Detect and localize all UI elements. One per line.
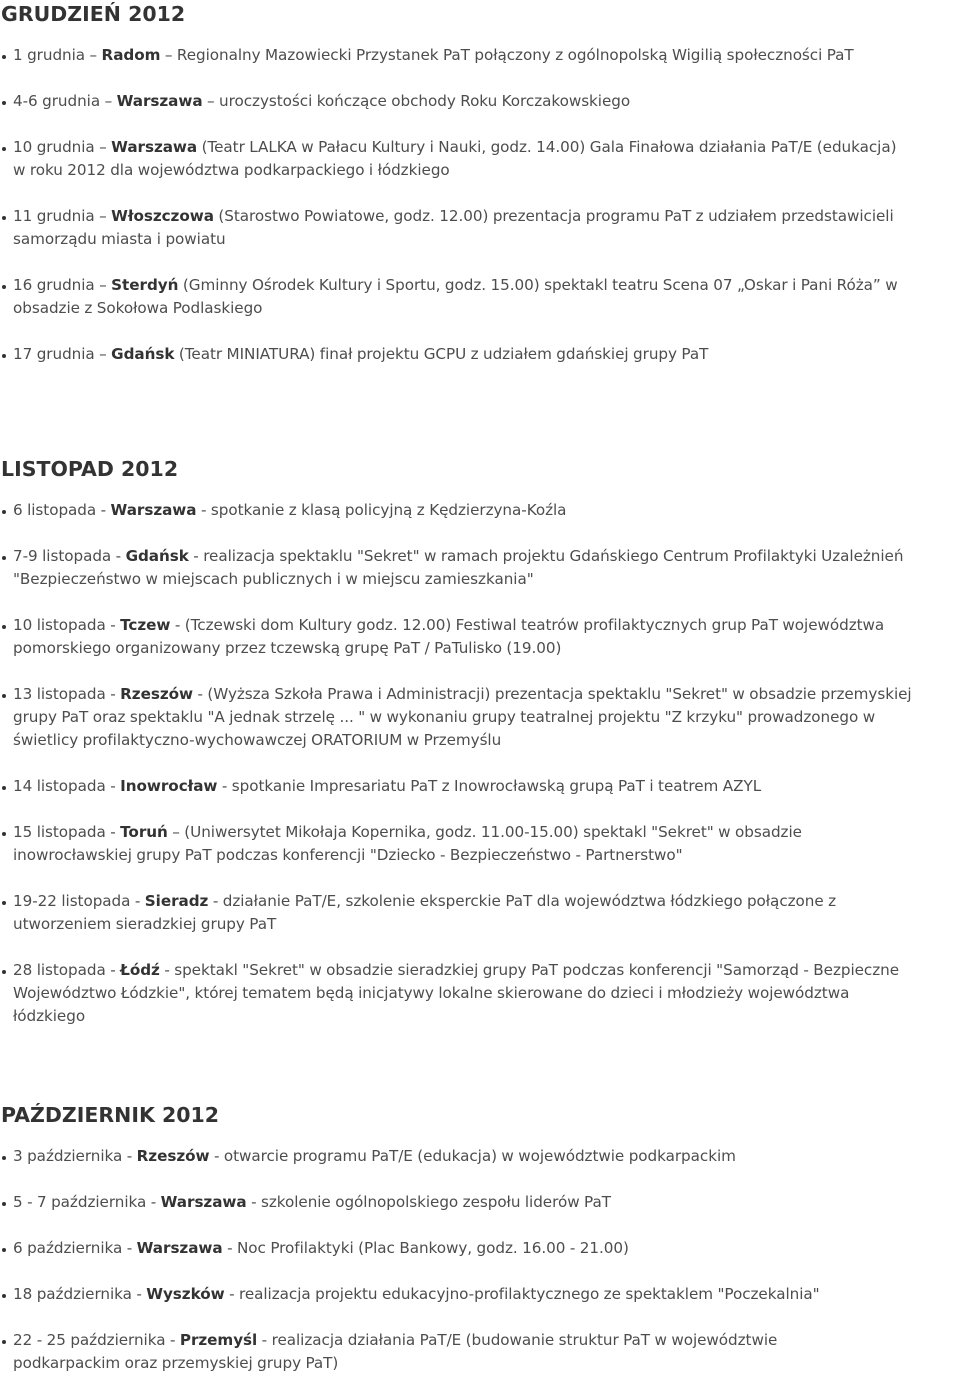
event-line: [13, 821, 912, 844]
event-text: inowrocławskiej grupy PaT podczas konferencji "Dziecko - Bezpieczeństwo - Partnerstwo": [13, 846, 683, 864]
event-text: grupy PaT oraz spektaklu "A jednak strzelę ... " w wykonaniu grupy teatralnej projektu "Z krzyku" prowadzonego w: [13, 708, 876, 726]
event-line: [13, 1329, 820, 1352]
event-city: Tczew: [120, 616, 171, 634]
event-text: - realizacja działania PaT/E (budowanie struktur PaT w województwie: [257, 1331, 778, 1349]
event-city: Warszawa: [160, 1193, 247, 1211]
event-text: 28 listopada -: [13, 961, 121, 979]
event-city: Warszawa: [116, 92, 203, 110]
event-line: [13, 136, 898, 159]
event-line: [13, 1283, 820, 1306]
event-city: Przemyśl: [179, 1331, 258, 1349]
event-text: pomorskiego organizowany przez tczewską grupę PaT / PaTulisko (19.00): [13, 639, 562, 657]
event-city: Warszawa: [110, 501, 197, 519]
event-text: 14 listopada -: [13, 777, 121, 795]
event-text: (Teatr MINIATURA) finał projektu GCPU z udziałem gdańskiej grupy PaT: [174, 345, 709, 363]
event-text: świetlicy profilaktyczno-wychowawczej ORATORIUM w Przemyślu: [13, 731, 502, 749]
event-text: utworzeniem sieradzkiej grupy PaT: [13, 915, 277, 933]
event-line: [13, 205, 898, 228]
event-line: [13, 913, 912, 936]
event-text: – uroczystości kończące obchody Roku Korczakowskiego: [202, 92, 631, 110]
event-line: [13, 637, 912, 660]
event-text: - spotkanie z klasą policyjną z Kędzierzyna-Koźla: [196, 501, 567, 519]
event-item: [0, 545, 912, 591]
event-item: [0, 274, 898, 320]
event-line: [13, 274, 898, 297]
event-line: [13, 228, 898, 251]
event-text: 5 - 7 października -: [13, 1193, 161, 1211]
event-item: [0, 1145, 820, 1168]
event-line: [13, 890, 912, 913]
event-text: 10 grudnia –: [13, 138, 112, 156]
event-text: 11 grudnia –: [13, 207, 112, 225]
event-item: [0, 1191, 820, 1214]
section-heading-listopad: LISTOPAD 2012: [1, 457, 179, 481]
event-item: [0, 1237, 820, 1260]
event-city: Łódź: [120, 961, 160, 979]
event-text: 4-6 grudnia –: [13, 92, 117, 110]
event-text: - (Tczewski dom Kultury godz. 12.00) Festiwal teatrów profilaktycznych grup PaT województwa: [170, 616, 885, 634]
event-line: [13, 775, 912, 798]
event-list-grudzien: [0, 44, 898, 366]
event-text: 1 grudnia –: [13, 46, 102, 64]
event-city: Gdańsk: [125, 547, 189, 565]
event-text: obsadzie z Sokołowa Podlaskiego: [13, 299, 263, 317]
event-city: Toruń: [120, 823, 168, 841]
event-text: - otwarcie programu PaT/E (edukacja) w województwie podkarpackim: [209, 1147, 736, 1165]
event-line: [13, 844, 912, 867]
event-line: [13, 614, 912, 637]
event-city: Sterdyń: [111, 276, 179, 294]
event-text: - realizacja projektu edukacyjno-profilaktycznego ze spektaklem "Poczekalnia": [224, 1285, 820, 1303]
event-line: [13, 729, 912, 752]
event-item: [0, 44, 898, 67]
event-city: Rzeszów: [136, 1147, 210, 1165]
event-text: "Bezpieczeństwo w miejscach publicznych i w miejscu zamieszkania": [13, 570, 534, 588]
event-item: [0, 343, 898, 366]
event-line: [13, 499, 912, 522]
event-item: [0, 683, 912, 752]
event-item: [0, 959, 912, 1028]
event-text: 6 listopada -: [13, 501, 111, 519]
event-item: [0, 890, 912, 936]
event-text: - (Wyższa Szkoła Prawa i Administracji) prezentacja spektaklu "Sekret" w obsadzie przemyskiej: [192, 685, 912, 703]
event-item: [0, 1283, 820, 1306]
event-line: [13, 706, 912, 729]
event-line: [13, 959, 912, 982]
event-text: (Starostwo Powiatowe, godz. 12.00) prezentacja programu PaT z udziałem przedstawicieli: [213, 207, 894, 225]
event-text: 7-9 listopada -: [13, 547, 126, 565]
event-line: [13, 343, 898, 366]
section-heading-pazdziernik: PAŹDZIERNIK 2012: [1, 1103, 220, 1127]
event-text: 22 - 25 października -: [13, 1331, 180, 1349]
event-list-pazdziernik: [0, 1145, 820, 1375]
event-line: [13, 159, 898, 182]
event-line: [13, 1145, 820, 1168]
event-line: [13, 545, 912, 568]
event-text: - spotkanie Impresariatu PaT z Inowrocławską grupą PaT i teatrem AZYL: [217, 777, 762, 795]
event-item: [0, 1329, 820, 1375]
event-city: Warszawa: [111, 138, 198, 156]
event-text: 18 października -: [13, 1285, 147, 1303]
event-line: [13, 568, 912, 591]
event-text: 16 grudnia –: [13, 276, 112, 294]
event-text: 3 października -: [13, 1147, 137, 1165]
event-text: - spektakl "Sekret" w obsadzie sieradzkiej grupy PaT podczas konferencji "Samorząd - Bezpieczne: [159, 961, 900, 979]
event-city: Sieradz: [144, 892, 209, 910]
event-item: [0, 136, 898, 182]
event-item: [0, 205, 898, 251]
event-text: - szkolenie ogólnopolskiego zespołu liderów PaT: [246, 1193, 611, 1211]
event-item: [0, 614, 912, 660]
event-text: w roku 2012 dla województwa podkarpackiego i łódzkiego: [13, 161, 450, 179]
event-text: (Gminny Ośrodek Kultury i Sportu, godz. 15.00) spektakl teatru Scena 07 „Oskar i Pani Róża” w: [178, 276, 898, 294]
event-text: - działanie PaT/E, szkolenie eksperckie PaT dla województwa łódzkiego połączone z: [208, 892, 837, 910]
event-line: [13, 1005, 912, 1028]
event-line: [13, 297, 898, 320]
event-text: (Teatr LALKA w Pałacu Kultury i Nauki, godz. 14.00) Gala Finałowa działania PaT/E (edukacja): [197, 138, 897, 156]
section-heading-grudzien: GRUDZIEŃ 2012: [1, 2, 186, 26]
event-line: [13, 1191, 820, 1214]
event-text: 17 grudnia –: [13, 345, 112, 363]
event-line: [13, 90, 898, 113]
event-city: Rzeszów: [120, 685, 193, 703]
event-city: Gdańsk: [111, 345, 175, 363]
event-text: 15 listopada -: [13, 823, 121, 841]
event-city: Włoszczowa: [111, 207, 214, 225]
event-line: [13, 982, 912, 1005]
event-item: [0, 821, 912, 867]
event-text: 13 listopada -: [13, 685, 121, 703]
event-line: [13, 44, 898, 67]
event-text: Województwo Łódzkie", której tematem będą inicjatywy lokalne skierowane do dzieci i młodzieży województwa: [13, 984, 850, 1002]
event-text: - Noc Profilaktyki (Plac Bankowy, godz. 16.00 - 21.00): [222, 1239, 629, 1257]
event-city: Radom: [101, 46, 161, 64]
event-city: Warszawa: [136, 1239, 223, 1257]
event-text: podkarpackim oraz przemyskiej grupy PaT): [13, 1354, 339, 1372]
event-list-listopad: [0, 499, 912, 1028]
event-city: Wyszków: [146, 1285, 225, 1303]
event-line: [13, 1352, 820, 1375]
event-text: samorządu miasta i powiatu: [13, 230, 226, 248]
event-text: 19-22 listopada -: [13, 892, 145, 910]
event-text: – Regionalny Mazowiecki Przystanek PaT połączony z ogólnopolską Wigilią społeczności PaT: [160, 46, 854, 64]
event-text: - realizacja spektaklu "Sekret" w ramach projektu Gdańskiego Centrum Profilaktyki Uzależnień: [188, 547, 904, 565]
event-text: 6 października -: [13, 1239, 137, 1257]
event-city: Inowrocław: [120, 777, 218, 795]
event-text: łódzkiego: [13, 1007, 86, 1025]
event-line: [13, 683, 912, 706]
event-text: – (Uniwersytet Mikołaja Kopernika, godz. 11.00-15.00) spektakl "Sekret" w obsadzie: [167, 823, 802, 841]
event-line: [13, 1237, 820, 1260]
event-text: 10 listopada -: [13, 616, 121, 634]
event-item: [0, 775, 912, 798]
event-item: [0, 499, 912, 522]
event-item: [0, 90, 898, 113]
